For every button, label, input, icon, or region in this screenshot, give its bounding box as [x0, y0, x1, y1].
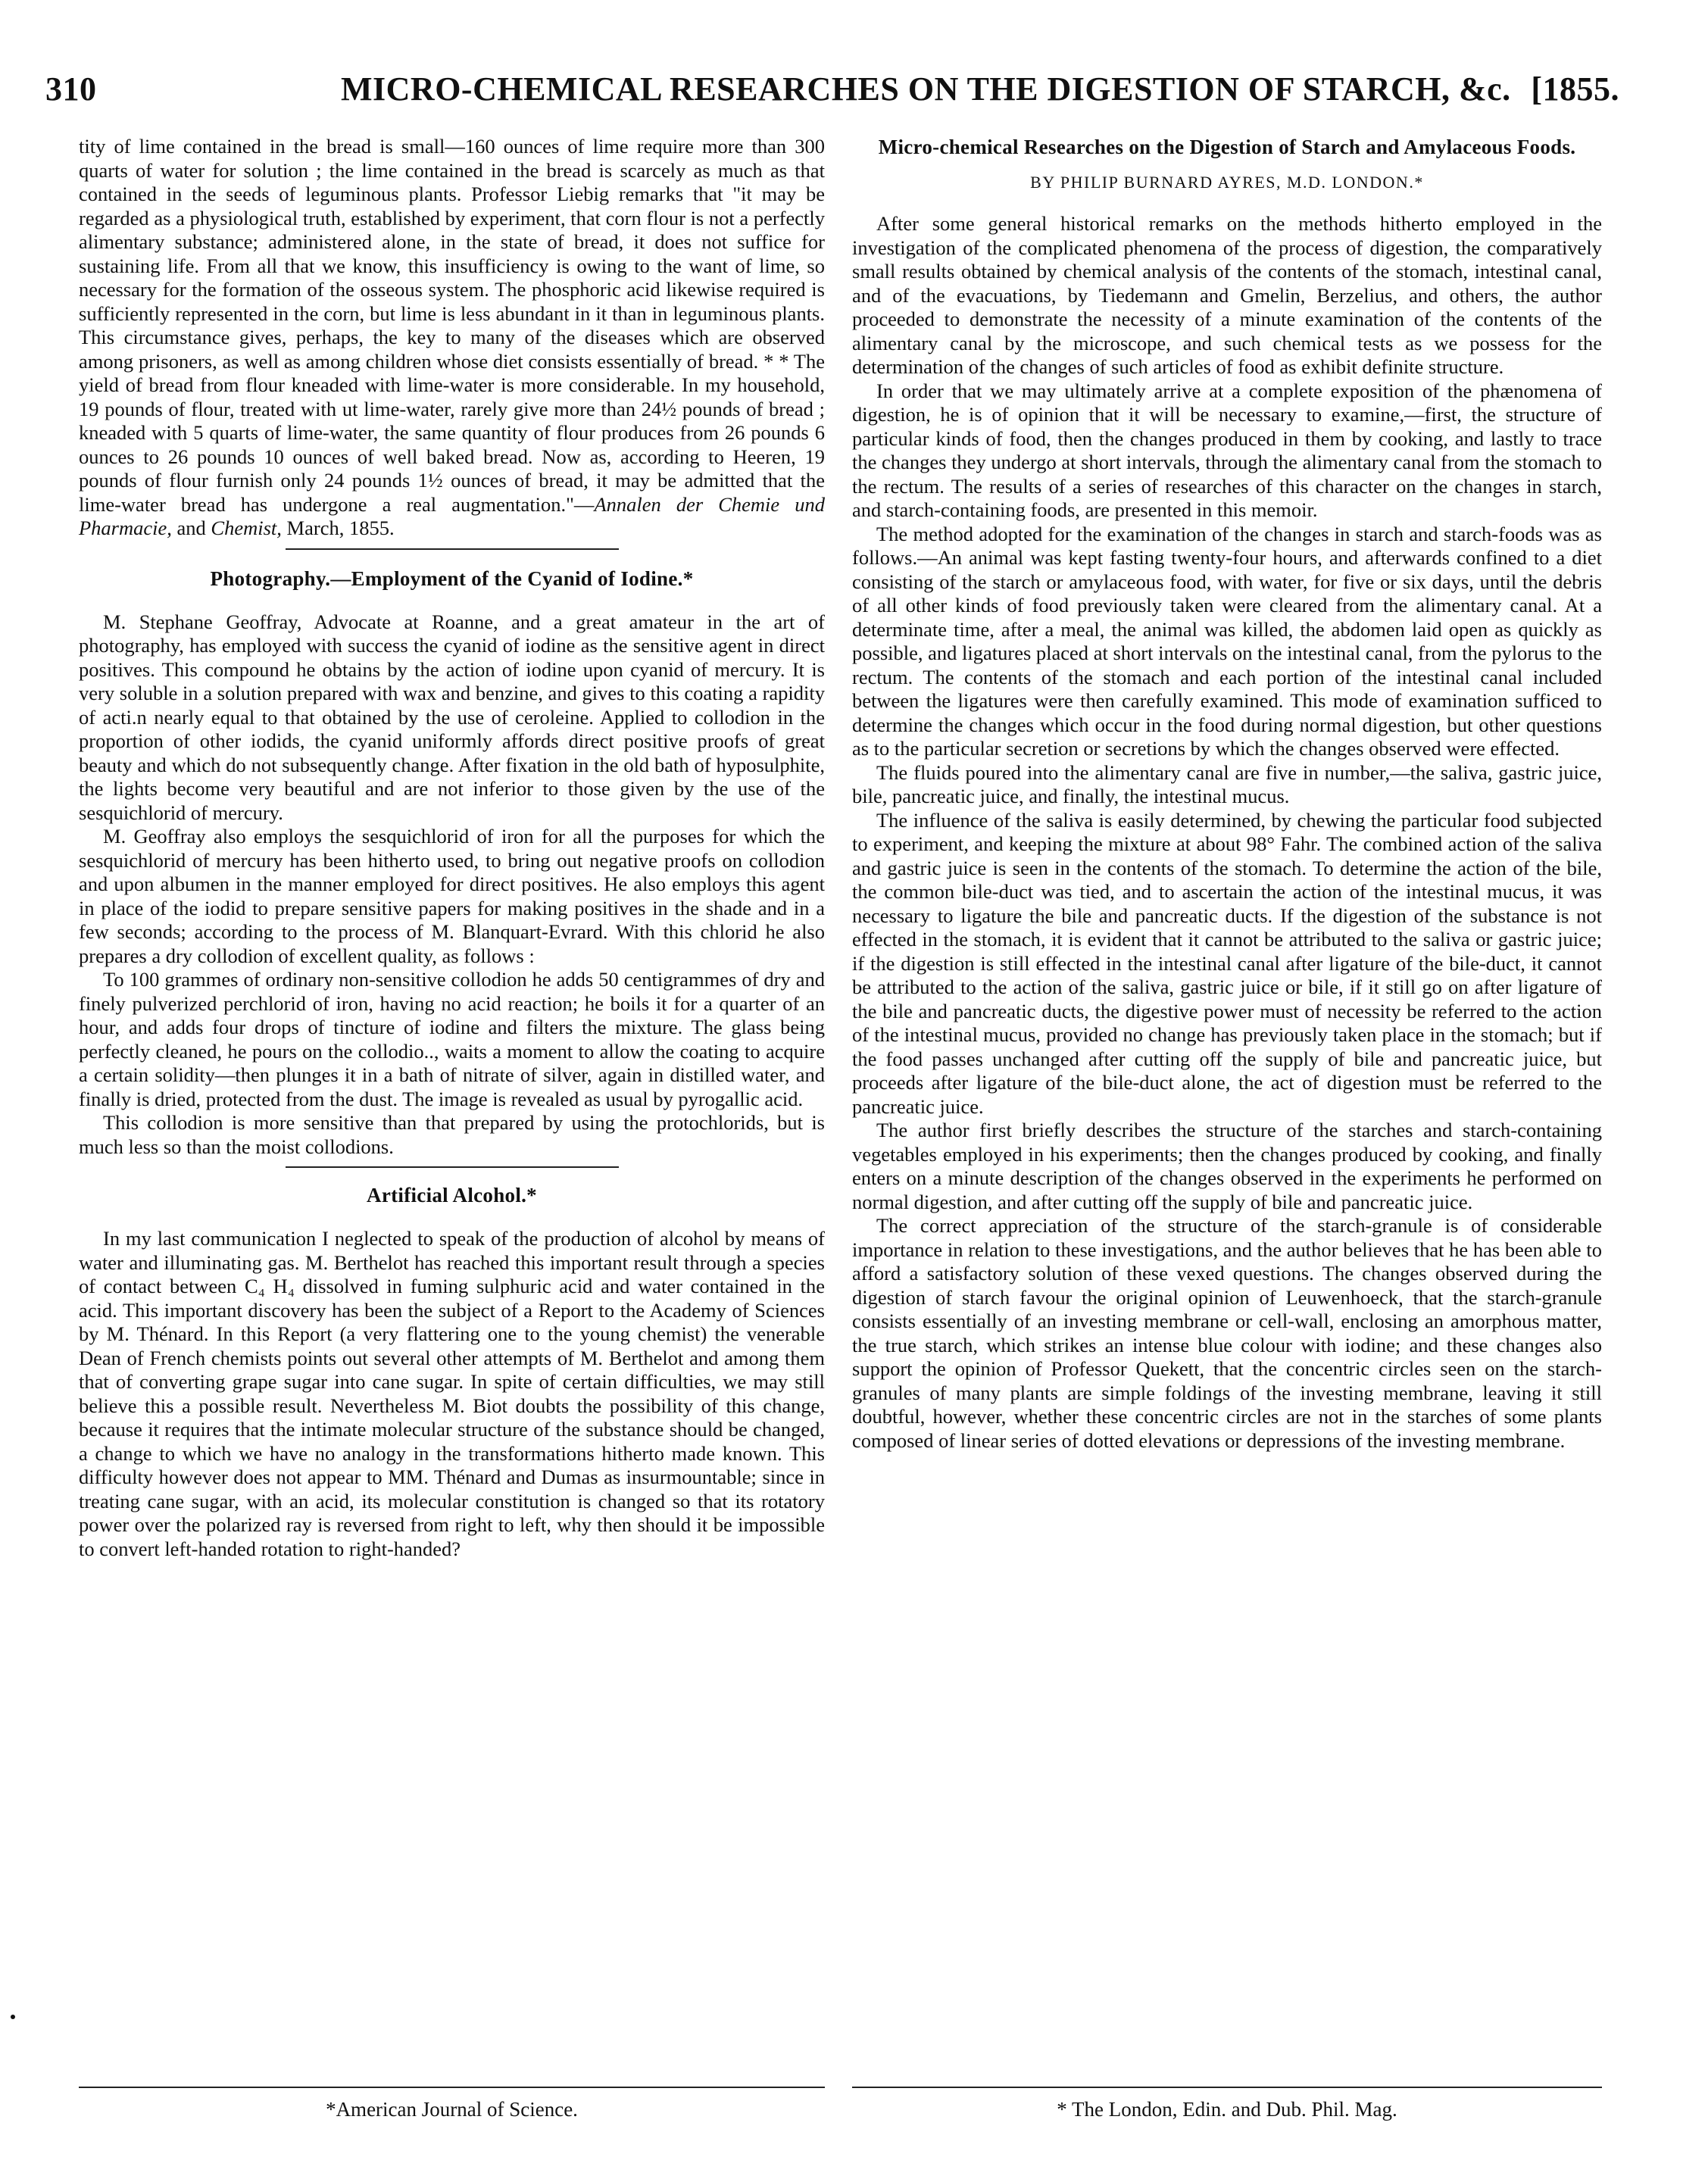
continued-paragraph: tity of lime contained in the bread is small—160 ounces of lime require more than 300 quarts of water for solution ; the lime contained in the bread is scarcely as much as that contained in the seeds of leguminous plants. Professor Liebig remarks that "it may be regarded as a physiological truth, established by experiment, that corn flour is not a perfectly alimentary substance; administered alone, in the state of bread, it does not suffice for sustaining life. From all that we know, this insufficiency is owing to the want of lime, so necessary for the formation of the osseous system. The phosphoric acid likewise required is sufficiently represented in the corn, but lime is less abundant in it than in leguminous plants. This circumstance gives, perhaps, the key to many of the diseases which are observed among prisoners, as well as among children whose diet consists essentially of bread. * * The yield of bread from flour kneaded with lime-water is more considerable. In my household, 19 pounds of flour, treated with ut lime-water, rarely give more than 24½ pounds of bread ; kneaded with 5 quarts of lime-water, the same quantity of flour produces from 26 pounds 6 ounces to 26 pounds 10 ounces of well baked bread. Now as, according to Heeren, 19 pounds of flour furnish only 24 pounds 1½ ounces of bread, it may be admitted that the lime-water bread has undergone a real augmentation."—Annalen der Chemie und Pharmacie, and Chemist, March, 1855.	[79, 135, 826, 539]
paragraph: The author first briefly describes the structure of the starches and starch-containing vegetables employed in his experiments; then the changes produced by cooking, and finally enters on a minute description of the changes observed in the experiments he performed on normal digestion, and after cutting off the supply of bile and pancreatic juice.	[852, 1119, 1602, 1213]
footnote-right: * The London, Edin. and Dub. Phil. Mag.	[1057, 2098, 1397, 2121]
paragraph: The influence of the saliva is easily determined, by chewing the particular food subjected to experiment, and keeping the mixture at about 98° Fahr. The combined action of the saliva and gastric juice is seen in the contents of the stomach. To determine the action of the bile, the common bile-duct was tied, and to ascertain the action of the intestinal mucus, it was necessary to ligature the bile and pancreatic ducts. If the digestion of the substance is not effected in the stomach, it is evident that it cannot be attributed to the saliva or gastric juice; if the digestion is still effected in the intestinal canal after ligature of the bile-duct, it cannot be attributed to the action of the saliva, gastric juice or bile, if it still go on after ligature of the bile and pancreatic ducts, the digestive power must of necessity be referred to the action of the intestinal mucus, provided no change has previously taken place in the stomach; but if the food passes unchanged after cutting off the supply of bile and pancreatic juice, but proceeds after ligature of the bile-duct alone, the act of digestion must be referred to the pancreatic juice.	[852, 808, 1602, 1118]
paragraph: The fluids poured into the alimentary canal are five in number,—the saliva, gastric juice, bile, pancreatic juice, and finally, the intestinal mucus.	[852, 760, 1602, 807]
paragraph: To 100 grammes of ordinary non-sensitive collodion he adds 50 centigrammes of dry and finely pulverized perchlorid of iron, having no acid reaction; he boils it for a quarter of an hour, and adds four drops of tincture of iodine and filters the mixture. The glass being perfectly cleaned, he pours on the collodio.., waits a moment to allow the coating to acquire a certain solidity—then plunges it in a bath of nitrate of silver, again in distilled water, and finally is dried, protected from the dust. The image is revealed as usual by pyrogallic acid.	[79, 968, 825, 1110]
paragraph: M. Stephane Geoffray, Advocate at Roanne, and a great amateur in the art of photography, has employed with success the cyanid of iodine as the sensitive agent in direct positives. This compound he obtains by the action of iodine upon cyanid of mercury. It is very soluble in a solution prepared with wax and benzine, and gives to this coating a rapidity of acti.n nearly equal to that obtained by the use of ceroleine. Applied to collodion in the proportion of other iodids, the cyanid uniformly affords direct positive proofs of great beauty and which do not subsequently change. After fixation in the old bath of hyposulphite, the lights become very beautiful and are not inferior to those given by the use of the sesquichlorid of mercury.	[79, 610, 825, 824]
paragraph: In order that we may ultimately arrive at a complete exposition of the phænomena of digestion, he is of opinion that it will be necessary to examine,—first, the structure of particular kinds of food, then the changes produced in them by cooking, and lastly to trace the changes they undergo at short intervals, through the alimentary canal from the stomach to the rectum. The results of a series of researches of this character on the changes in starch, and starch-containing foods, are presented in this memoir.	[852, 379, 1602, 521]
paragraph: M. Geoffray also employs the sesquichlorid of iron for all the purposes for which the sesquichlorid of mercury has been hitherto used, to bring out negative proofs on collodion and upon albumen in the manner employed for direct positives. He also employs this agent in place of the iodid to prepare sensitive papers for making positives in the shade and in a few seconds; according to the process of M. Blanquart-Evrard. With this chlorid he also prepares a dry collodion of excellent quality, as follows :	[79, 825, 825, 967]
footnote-rule-right	[852, 2087, 1602, 2088]
page-header	[45, 70, 1619, 115]
article-title-starch: Micro-chemical Researches on the Digestion of Starch and Amylaceous Foods.	[878, 136, 1576, 158]
header-year: [1855.	[1531, 70, 1619, 108]
byline: BY PHILIP BURNARD AYRES, M.D. LONDON.*	[1030, 173, 1424, 192]
article-title-alcohol: Artificial Alcohol.*	[367, 1184, 537, 1206]
paragraph: The method adopted for the examination of the changes in starch and starch-foods was as follows.—An animal was kept fasting twenty-four hours, and afterwards confined to a diet consisting of the starch or amylaceous food, with water, for five or six days, until the debris of all other kinds of food previously taken were cleared from the alimentary canal. At a determinate time, after a meal, the animal was killed, the abdomen laid open as quickly as possible, and ligatures placed at short intervals on the intestinal canal, from the pylorus to the rectum. The contents of the stomach and each portion of the intestinal canal included between the ligatures were then carefully examined. This mode of examination sufficed to determine the changes which occur in the food during normal digestion, but other questions as to the particular secretion or secretions by which the changes observed were effected.	[852, 522, 1602, 760]
page-number: 310	[45, 70, 97, 108]
article-title-photography: Photography.—Employment of the Cyanid of Iodine.*	[210, 567, 694, 590]
paragraph: In my last communication I neglected to speak of the production of alcohol by means of water and illuminating gas. M. Berthelot has reached this important result through a species of contact between C₄ H₄ dissolved in fuming sulphuric acid and water contained in the acid. This important discovery has been the subject of a Report to the Academy of Sciences by M. Thénard. In this Report (a very flattering one to the young chemist) the venerable Dean of French chemists points out several other attempts of M. Berthelot and among them that of converting grape sugar into cane sugar. In spite of certain difficulties, we may still believe this a possible result. Nevertheless M. Biot doubts the possibility of this change, because it requires that the intimate molecular structure of the substance should be changed, a change to which we have no analogy in the transformations hitherto made known. This difficulty however does not appear to MM. Thénard and Dumas as insurmountable; since in treating cane sugar, with an acid, its molecular constitution is changed so that its rotatory power over the polarized ray is reversed from right to left, why then should it be impossible to convert left-handed rotation to right-handed?	[79, 1227, 825, 1560]
running-title: MICRO-CHEMICAL RESEARCHES ON THE DIGESTION OF STARCH, &c.	[341, 70, 1511, 108]
paragraph: This collodion is more sensitive than that prepared by using the protochlorids, but is much less so than the moist collodions.	[79, 1111, 825, 1158]
footnote-rule-left	[79, 2087, 825, 2088]
footnote-left: *American Journal of Science.	[326, 2098, 578, 2121]
paragraph: After some general historical remarks on the methods hitherto employed in the investigation of the complicated phenomena of the process of digestion, the comparatively small results obtained by chemical analysis of the contents of the stomach, intestinal canal, and of the evacuations, by Tiedemann and Gmelin, Berzelius, and others, the author proceeded to demonstrate the necessity of a minute examination of the contents of the alimentary canal by the microscope, and such chemical tests as we possess for the determination of the changes of such articles of food as exhibit definite structure.	[852, 212, 1602, 378]
left-column	[79, 135, 825, 1561]
right-column	[852, 135, 1602, 1453]
paragraph: The correct appreciation of the structure of the starch-granule is of considerable importance in relation to these investigations, and the author believes that he has been able to afford a satisfactory solution of these vexed questions. The changes observed during the digestion of starch favour the original opinion of Leuwenhoeck, that the starch-granule consists essentially of an investing membrane or cell-wall, enclosing an amorphous matter, the true starch, which strikes an intense blue colour with iodine; and these changes also support the opinion of Professor Quekett, that the concentric circles seen on the starch-granules of many plants are simple foldings of the investing membrane, leaving it still doubtful, however, whether these concentric circles are not in the starches of some plants composed of linear series of dotted elevations or depressions of the investing membrane.	[852, 1214, 1602, 1452]
margin-speck	[11, 2015, 15, 2019]
